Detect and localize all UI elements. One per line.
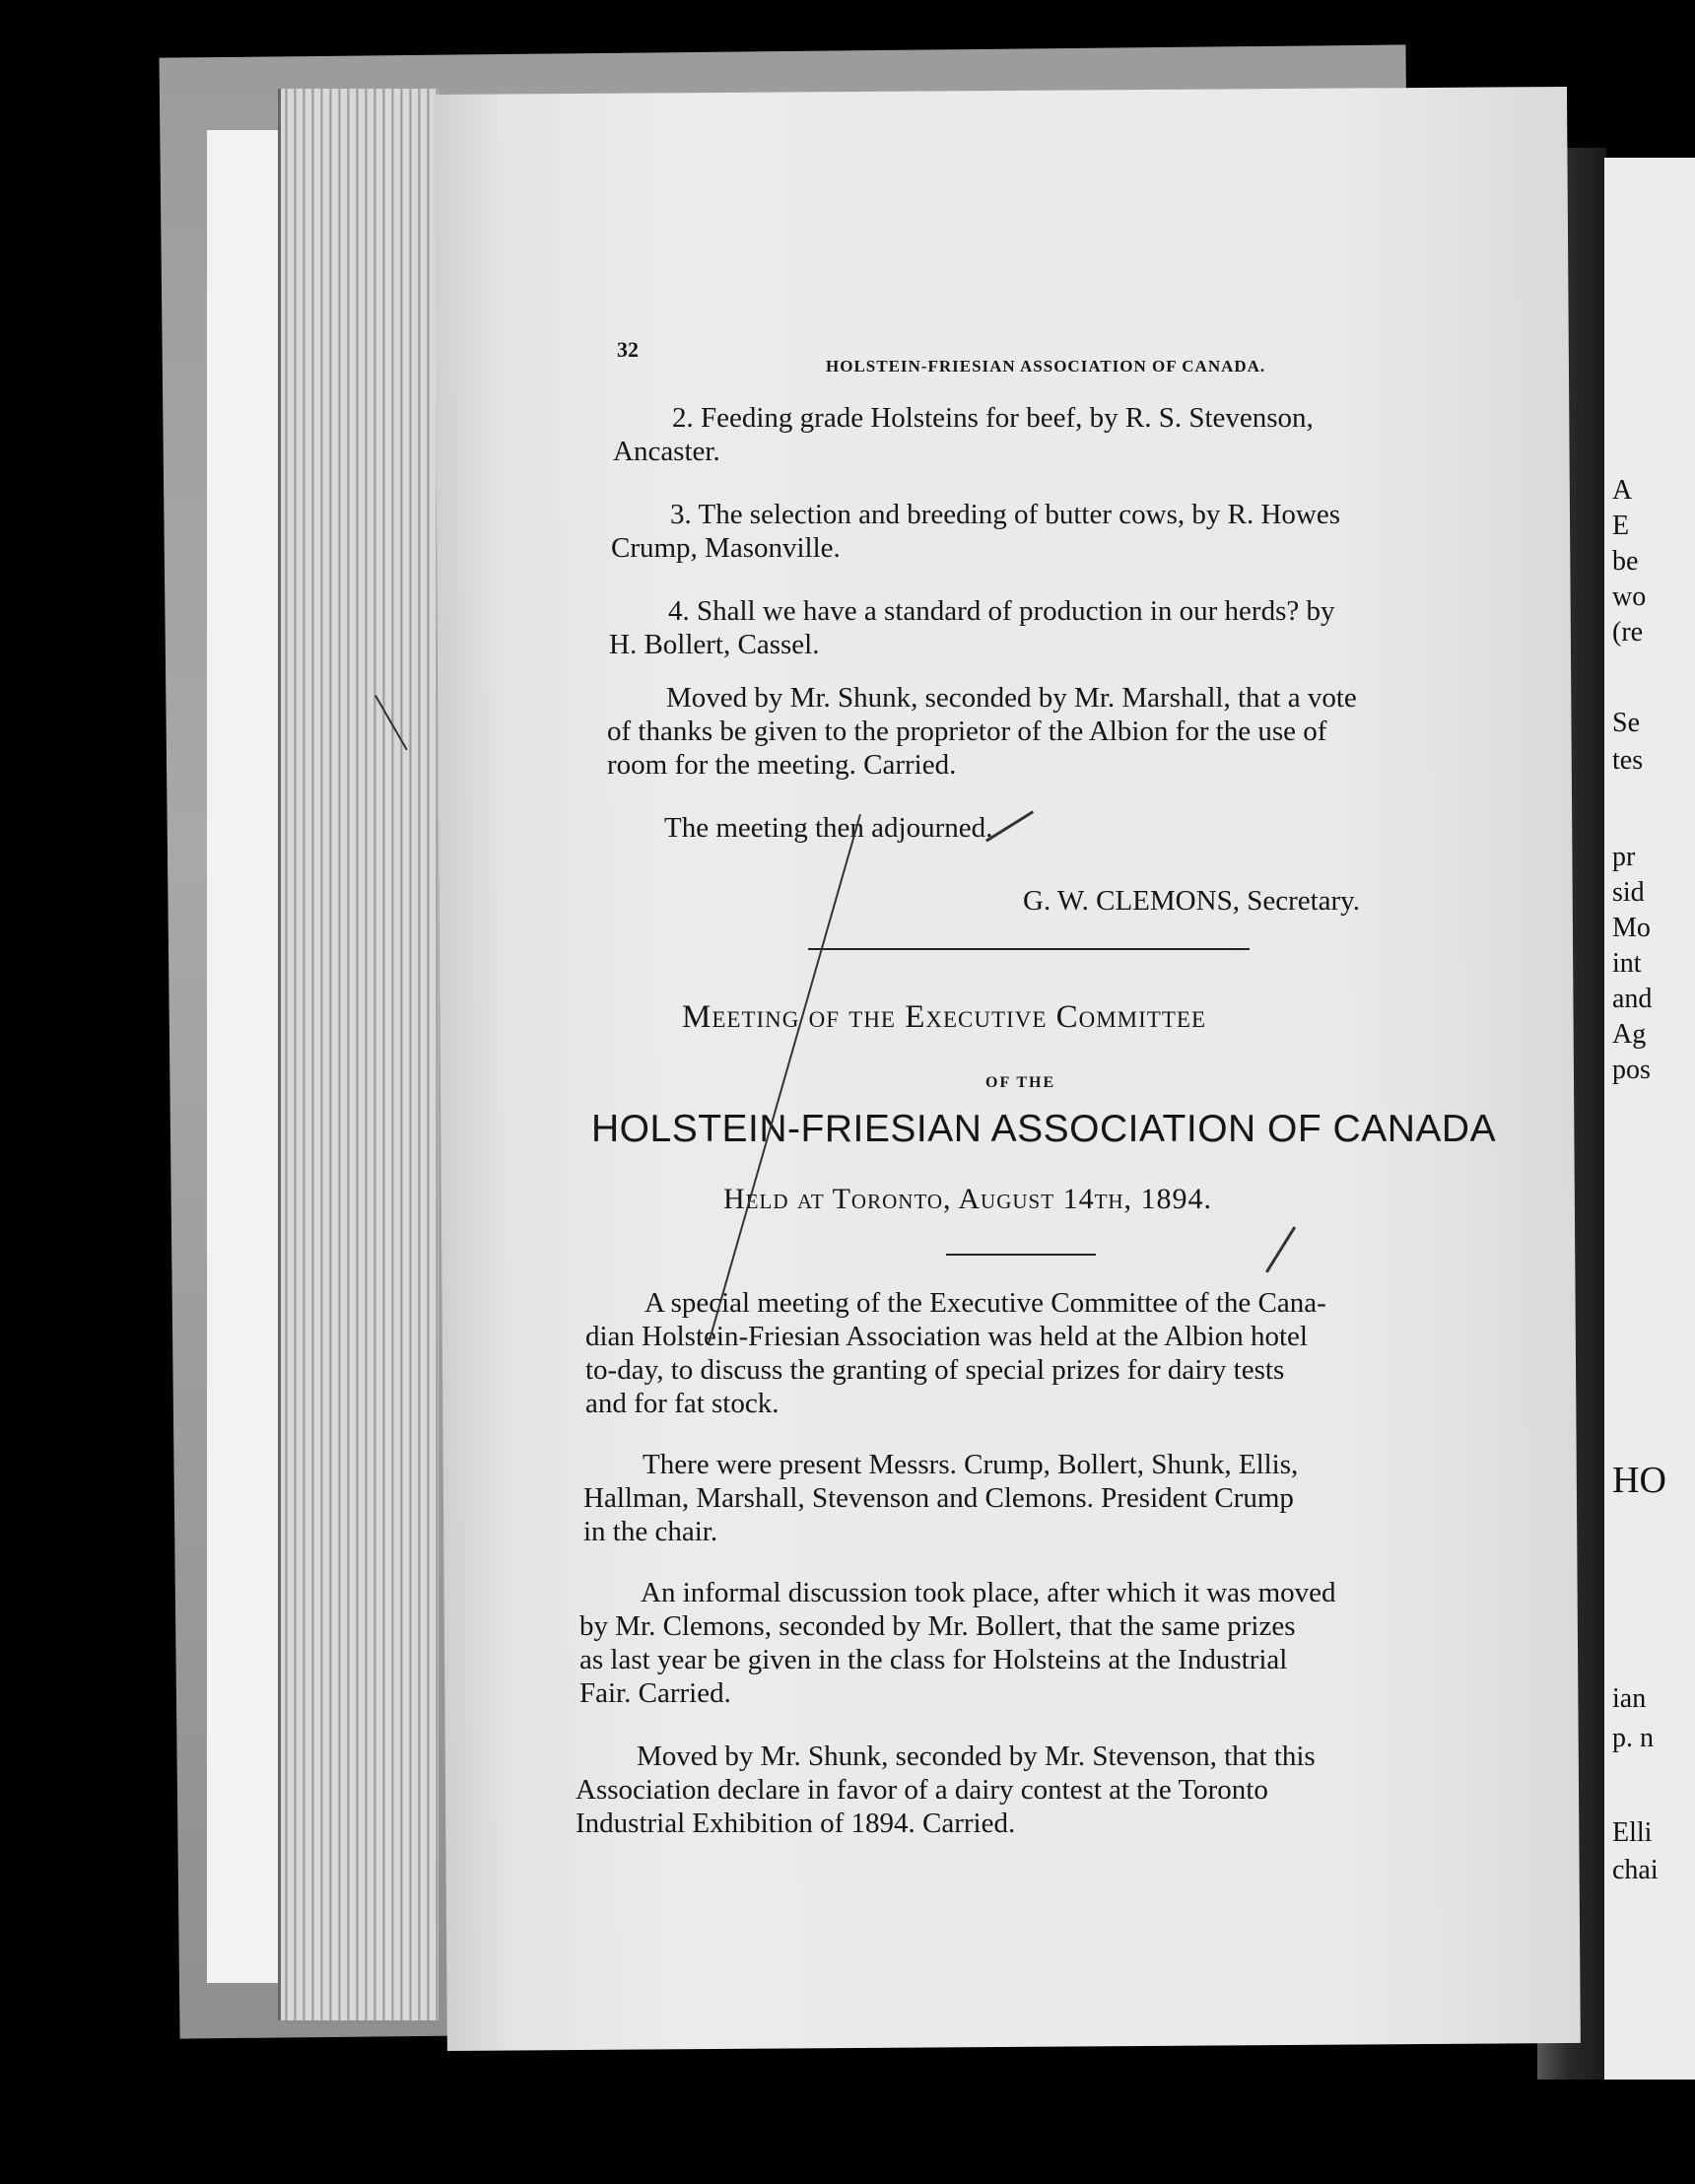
agenda-item-4: 4. Shall we have a standard of production in our herds? by [668,595,1335,627]
facing-page-fragment: E [1612,511,1630,541]
page-number: 32 [617,337,639,362]
paragraph-line: to-day, to discuss the granting of special prizes for dairy tests [585,1354,1285,1386]
vote-of-thanks-line: Moved by Mr. Shunk, seconded by Mr. Marshall, that a vote [666,682,1357,714]
facing-page-fragment: Mo [1612,913,1651,943]
facing-page-fragment: chai [1612,1855,1659,1885]
agenda-item-3-cont: Crump, Masonville. [611,532,841,564]
facing-page-fragment: be [1612,546,1639,577]
association-heading: HOLSTEIN-FRIESIAN ASSOCIATION OF CANADA [591,1108,1497,1150]
agenda-item-3: 3. The selection and breeding of butter cows, by R. Howes [670,499,1340,530]
section-rule [808,948,1250,950]
facing-page-fragment: wo [1612,581,1647,612]
vote-of-thanks-line: room for the meeting. Carried. [607,749,957,781]
facing-page-fragment: tes [1612,745,1644,776]
short-rule [946,1254,1096,1256]
agenda-item-2-cont: Ancaster. [613,436,720,467]
paragraph-line: A special meeting of the Executive Committee of the Cana- [644,1287,1326,1319]
paragraph-line: as last year be given in the class for Holsteins at the Industrial [579,1644,1288,1675]
running-head: HOLSTEIN-FRIESIAN ASSOCIATION OF CANADA. [826,357,1266,375]
facing-page-fragment: p. n [1612,1723,1654,1753]
paragraph-line: Moved by Mr. Shunk, seconded by Mr. Stevenson, that this [637,1740,1316,1772]
paragraph-line: in the chair. [583,1516,718,1547]
agenda-item-2: 2. Feeding grade Holsteins for beef, by R. S. Stevenson, [672,402,1314,434]
meeting-date-heading: Held at Toronto, August 14th, 1894. [723,1183,1213,1215]
facing-page-fragment: HO [1612,1460,1666,1501]
section-heading-of: OF THE [985,1074,1056,1091]
section-heading: Meeting of the Executive Committee [682,999,1206,1035]
secretary-signature: G. W. CLEMONS, Secretary. [1023,885,1361,917]
facing-page-fragment: and [1612,984,1653,1014]
facing-page-fragment: Elli [1612,1817,1653,1848]
vote-of-thanks-line: of thanks be given to the proprietor of the Albion for the use of [607,716,1327,747]
paragraph-line: dian Holstein-Friesian Association was held at the Albion hotel [585,1321,1308,1352]
paragraph-line: An informal discussion took place, after which it was moved [641,1577,1336,1608]
facing-page-fragment: sid [1612,877,1645,908]
facing-page-fragment: int [1612,948,1642,979]
facing-page-fragment: Se [1612,708,1640,738]
agenda-item-4-cont: H. Bollert, Cassel. [609,629,820,660]
paragraph-line: There were present Messrs. Crump, Bollert, Shunk, Ellis, [643,1449,1299,1480]
paragraph-line: Association declare in favor of a dairy contest at the Toronto [576,1774,1268,1806]
paragraph-line: Industrial Exhibition of 1894. Carried. [576,1808,1016,1839]
facing-page-fragment: (re [1612,617,1644,648]
paragraph-line: and for fat stock. [585,1388,780,1419]
page-edges [278,89,439,2020]
paragraph-line: by Mr. Clemons, seconded by Mr. Bollert, that the same prizes [579,1610,1296,1642]
facing-page-fragment: pos [1612,1055,1651,1085]
facing-page-fragment: pr [1612,842,1636,872]
facing-page-fragment: ian [1612,1683,1647,1714]
facing-page-fragment: A [1612,475,1633,506]
facing-page-fragment: Ag [1612,1019,1647,1050]
paragraph-line: Fair. Carried. [579,1677,731,1709]
paragraph-line: Hallman, Marshall, Stevenson and Clemons. President Crump [583,1482,1294,1514]
facing-page [1604,158,1695,2080]
adjourned-line: The meeting then adjourned. [664,812,993,844]
